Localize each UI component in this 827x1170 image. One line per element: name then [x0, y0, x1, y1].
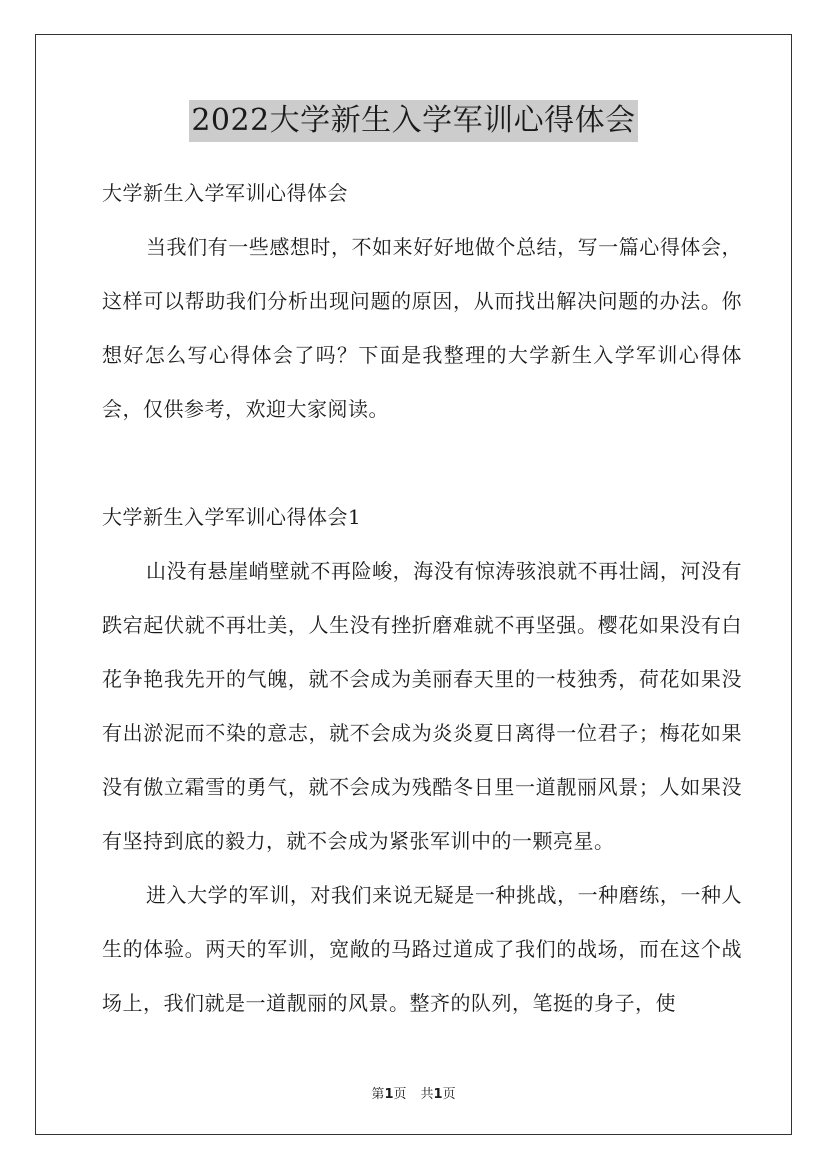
- document-title: [0, 100, 827, 142]
- intro-paragraph: 当我们有一些感想时，不如来好好地做个总结，写一篇心得体会，这样可以帮助我们分析出现问题的原因，从而找出解决问题的办法。你想好怎么写心得体会了吗？下面是我整理的大学新生入学军训心得体会，仅供参考，欢迎大家阅读。: [102, 235, 742, 421]
- section-spacer: [102, 436, 742, 490]
- page-total: 1: [433, 1087, 443, 1102]
- subheading: 大学新生入学军训心得体会: [102, 181, 348, 205]
- body-paragraph: 进入大学的军训，对我们来说无疑是一种挑战，一种磨练，一种人生的体验。两天的军训，宽敞的马路过道成了我们的战场，而在这个战场上，我们就是一道靓丽的风景。整齐的队列，笔挺的身子，使: [102, 883, 742, 1015]
- page-footer: [0, 1083, 827, 1102]
- total-prefix: 共: [420, 1087, 434, 1102]
- page-prefix: 第: [371, 1087, 385, 1102]
- section-heading: 大学新生入学军训心得体会1: [102, 505, 362, 529]
- document-body: [102, 166, 742, 1030]
- body-paragraph: 山没有悬崖峭壁就不再险峻，海没有惊涛骇浪就不再壮阔，河没有跌宕起伏就不再壮美，人生没有挫折磨难就不再坚强。樱花如果没有白花争艳我先开的气魄，就不会成为美丽春天里的一枝独秀，荷花如果没有出淤泥而不染的意志，就不会成为炎炎夏日离得一位君子；梅花如果没有傲立霜雪的勇气，就不会成为残酷冬日里一道靓丽风景；人如果没有坚持到底的毅力，就不会成为紧张军训中的一颗亮星。: [102, 559, 742, 853]
- page-current: 1: [384, 1087, 394, 1102]
- total-suffix: 页: [442, 1087, 456, 1102]
- page-suffix: 页: [393, 1087, 407, 1102]
- document-title-text: 2022大学新生入学军训心得体会: [189, 100, 637, 142]
